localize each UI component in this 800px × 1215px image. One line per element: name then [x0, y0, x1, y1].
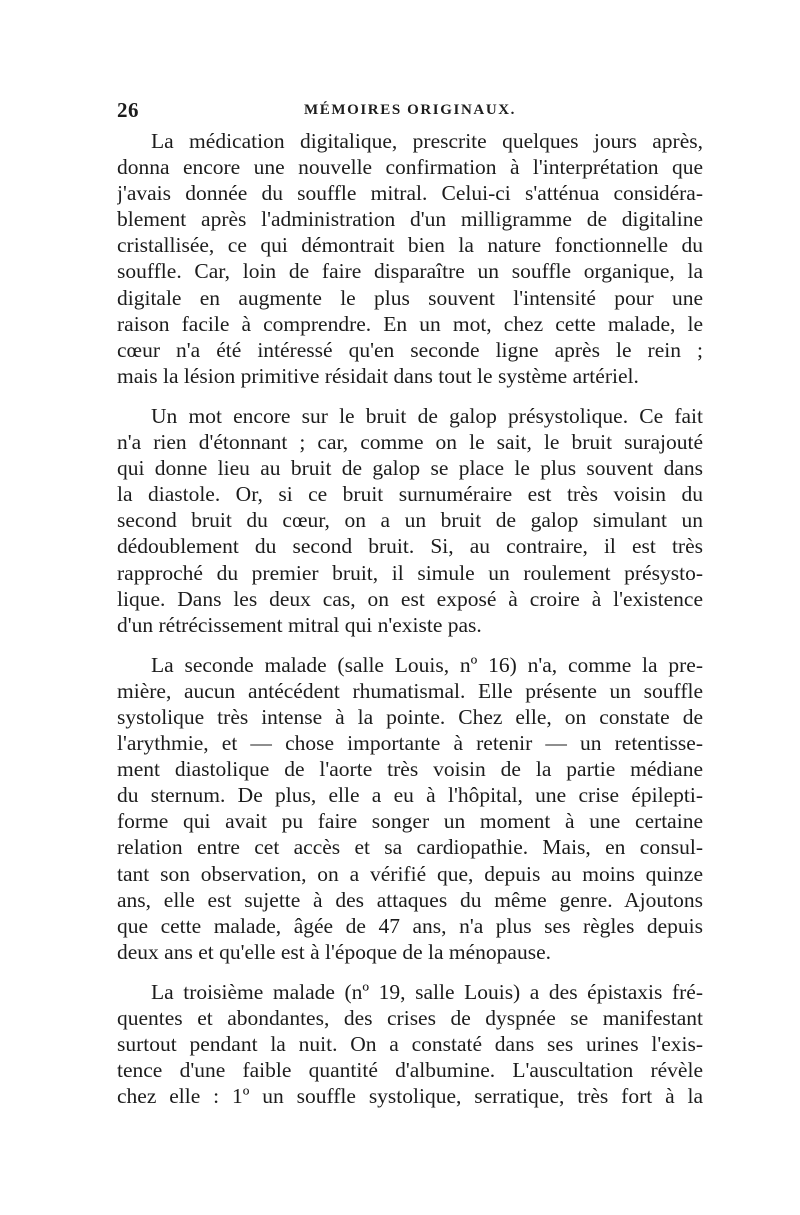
text-line: surtout pendant la nuit. On a constaté dans ses urines l'exis-	[117, 1032, 703, 1057]
text-line: Un mot encore sur le bruit de galop présystolique. Ce fait	[151, 403, 703, 428]
text-line: dédoublement du second bruit. Si, au contraire, il est très	[117, 534, 703, 559]
running-title: MÉMOIRES ORIGINAUX.	[303, 102, 517, 118]
text-line: chez elle : 1º un souffle systolique, serratique, très fort à la	[117, 1084, 703, 1109]
text-line: raison facile à comprendre. En un mot, chez cette malade, le	[117, 311, 703, 336]
text-line: mière, aucun antécédent rhumatismal. Elle présente un souffle	[117, 678, 703, 703]
text-line: mais la lésion primitive résidait dans tout le système artériel.	[117, 363, 639, 388]
text-line: l'arythmie, et — chose importante à retenir — un retentisse-	[117, 731, 703, 756]
text-line: j'avais donnée du souffle mitral. Celui-ci s'atténua considéra-	[117, 181, 703, 206]
text-line: qui donne lieu au bruit de galop se place le plus souvent dans	[117, 456, 703, 481]
text-line: systolique très intense à la pointe. Chez elle, on constate de	[117, 704, 703, 729]
text-line: forme qui avait pu faire songer un moment à une certaine	[117, 809, 703, 834]
text-line: ment diastolique de l'aorte très voisin de la partie médiane	[117, 757, 703, 782]
paragraph-gap	[117, 965, 703, 979]
text-line: que cette malade, âgée de 47 ans, n'a plus ses règles depuis	[117, 913, 703, 938]
text-line: cœur n'a été intéressé qu'en seconde ligne après le rein ;	[117, 337, 703, 362]
text-line: n'a rien d'étonnant ; car, comme on le sait, le bruit surajouté	[117, 430, 703, 455]
paragraph-gap	[117, 638, 703, 652]
text-line: second bruit du cœur, on a un bruit de galop simulant un	[117, 508, 703, 533]
text-line: lique. Dans les deux cas, on est exposé à croire à l'existence	[117, 586, 703, 611]
text-line: donna encore une nouvelle confirmation à l'interprétation que	[117, 155, 703, 180]
paragraph	[117, 652, 703, 965]
text-line: quentes et abondantes, des crises de dyspnée se manifestant	[117, 1006, 703, 1030]
text-line: souffle. Car, loin de faire disparaître un souffle organique, la	[117, 259, 703, 284]
paragraph-gap	[117, 389, 703, 403]
text-line: tence d'une faible quantité d'albumine. L'auscultation révèle	[117, 1058, 703, 1083]
paragraph	[117, 979, 703, 1109]
text-line: digitale en augmente le plus souvent l'intensité pour une	[117, 285, 703, 310]
text-line: La médication digitalique, prescrite quelques jours après,	[151, 129, 703, 153]
page-header	[117, 98, 703, 124]
text-line: deux ans et qu'elle est à l'époque de la ménopause.	[117, 939, 552, 964]
text-line: La troisième malade (nº 19, salle Louis) a des épistaxis fré-	[151, 979, 703, 1004]
text-line: ans, elle est sujette à des attaques du même genre. Ajoutons	[117, 887, 703, 912]
paragraph	[117, 128, 703, 389]
text-line: rapproché du premier bruit, il simule un roulement présysto-	[117, 560, 703, 585]
text-line: blement après l'administration d'un milligramme de digitaline	[117, 207, 703, 232]
page-number: 26	[117, 98, 139, 122]
text-line: d'un rétrécissement mitral qui n'existe pas.	[117, 612, 482, 637]
text-line: du sternum. De plus, elle a eu à l'hôpital, une crise épilepti-	[117, 783, 703, 808]
text-line: la diastole. Or, si ce bruit surnuméraire est très voisin du	[117, 482, 703, 507]
paragraph	[117, 403, 703, 638]
text-line: cristallisée, ce qui démontrait bien la nature fonctionnelle du	[117, 233, 703, 258]
text-line: tant son observation, on a vérifié que, depuis au moins quinze	[117, 861, 703, 886]
text-line: La seconde malade (salle Louis, nº 16) n'a, comme la pre-	[151, 652, 703, 677]
text-line: relation entre cet accès et sa cardiopathie. Mais, en consul-	[117, 835, 703, 860]
body-text	[117, 128, 703, 1109]
